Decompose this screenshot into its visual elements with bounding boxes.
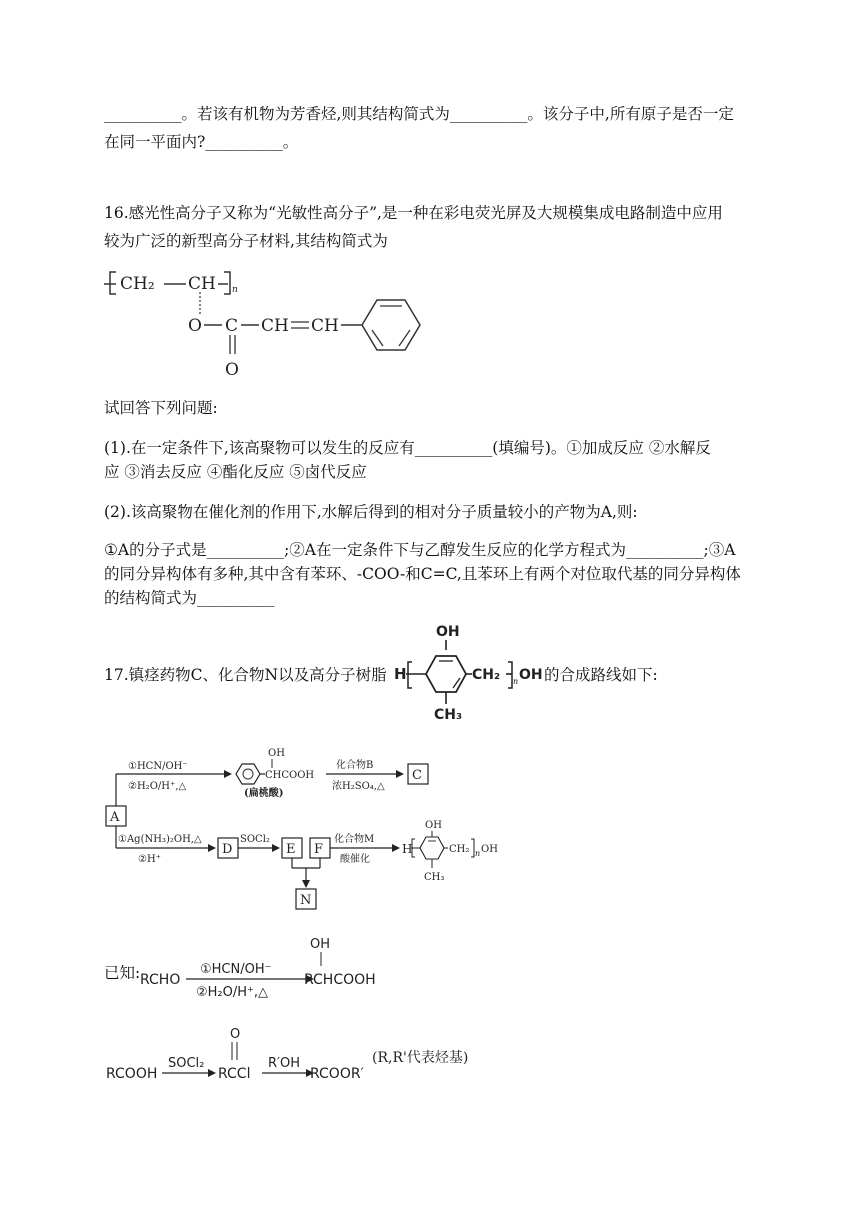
route-socl2: SOCl₂ — [240, 834, 270, 845]
q17-stem-pre: 17.镇痉药物C、化合物N以及高分子树脂 — [104, 666, 387, 684]
known1-product: RCHCOOH — [304, 972, 376, 988]
q16-ch: CH — [188, 274, 216, 294]
q16-polymer-structure — [100, 258, 430, 383]
resin-ch3: CH₃ — [434, 707, 463, 723]
route-mandelic-oh: OH — [268, 748, 285, 759]
q16-ch-a: CH — [261, 316, 289, 336]
known2-cond-2: R′OH — [268, 1056, 300, 1071]
q16-ch-b: CH — [311, 316, 339, 336]
q17-synthesis-route — [104, 744, 524, 916]
q16-part2: (2).该高聚物在催化剂的作用下,水解后得到的相对分子质量较小的产物为A,则: — [104, 503, 638, 521]
route-box-e: E — [286, 842, 296, 857]
mandelic-benzene-icon — [236, 764, 260, 784]
route-product-ch3: CH₃ — [424, 872, 445, 883]
route-product-h: H — [402, 842, 413, 856]
route-acid-catalyst: 酸催化 — [340, 854, 370, 865]
q17-stem-post: 的合成路线如下: — [544, 666, 658, 684]
resin-n: n — [513, 677, 519, 686]
route-mandelic-label: (扁桃酸) — [244, 788, 284, 799]
route-box-n: N — [300, 893, 312, 908]
known-reaction-2 — [104, 1024, 474, 1086]
q16-prompt: 试回答下列问题: — [104, 399, 218, 417]
q16-c: C — [225, 316, 239, 336]
q16-stem-line-1: 16.感光性高分子又称为“光敏性高分子”,是一种在彩电荧光屏及大规模集成电路制造中应用 — [104, 204, 723, 222]
known1-cond-1: ①HCN/OH⁻ — [200, 962, 272, 977]
resin-oh-end: OH — [519, 667, 543, 683]
benzene-ring-icon — [362, 300, 420, 350]
q16-stem-line-2: 较为广泛的新型高分子材料,其结构简式为 — [104, 232, 388, 250]
route-compound-m: 化合物M — [334, 834, 375, 845]
q16-carbonyl-o: O — [225, 360, 239, 380]
q16-o: O — [188, 316, 202, 336]
route-box-d: D — [222, 842, 233, 857]
known2-product: RCOOR′ — [310, 1066, 364, 1082]
q17-resin-structure — [392, 616, 544, 724]
known2-reactant: RCOOH — [106, 1066, 158, 1082]
route-compound-b: 化合物B — [336, 760, 374, 771]
known2-note: (R,R'代表烃基) — [372, 1050, 469, 1066]
route-step-top-1: ①HCN/OH⁻ — [128, 761, 188, 772]
q16-subscript-n: n — [232, 285, 238, 295]
q16-part3-line-3: 的结构简式为__________ — [104, 589, 275, 607]
resin-ch2: CH₂ — [472, 667, 501, 683]
q16-ch2: CH₂ — [120, 274, 155, 294]
q16-part3-line-1: ①A的分子式是__________;②A在一定条件下与乙醇发生反应的化学方程式为__________;③A — [104, 541, 736, 559]
route-box-c: C — [412, 768, 422, 783]
route-product-ch2: CH₂ — [449, 844, 470, 855]
route-product-n: n — [475, 849, 481, 858]
route-step-top-2: ②H₂O/H⁺,△ — [128, 781, 187, 792]
known1-oh: OH — [310, 937, 331, 952]
route-step-bot-1: ①Ag(NH₃)₂OH,△ — [118, 834, 202, 845]
known-label: 已知: — [104, 964, 141, 982]
route-step-bot-2: ②H⁺ — [138, 854, 161, 865]
known2-cond-1: SOCl₂ — [168, 1056, 205, 1071]
route-product-oh: OH — [425, 820, 442, 831]
known2-carbonyl-o: O — [230, 1027, 241, 1042]
route-product-oh-end: OH — [481, 844, 498, 855]
route-mandelic-chcooh: CHCOOH — [265, 770, 315, 781]
continuation-line-2: 在同一平面内?__________。 — [104, 133, 299, 151]
resin-h: H — [394, 665, 407, 683]
known1-reactant: RCHO — [140, 972, 181, 988]
route-h2so4: 浓H₂SO₄,△ — [332, 781, 385, 792]
resin-oh-top: OH — [436, 624, 460, 640]
q16-part3-line-2: 的同分异构体有多种,其中含有苯环、-COO-和C=C,且苯环上有两个对位取代基的同分异构体 — [104, 565, 741, 583]
known2-intermediate: RCCl — [218, 1066, 251, 1082]
q16-part1-line-1: (1).在一定条件下,该高聚物可以发生的反应有__________(填编号)。①加成反应 ②水解反 — [104, 439, 711, 457]
route-box-f: F — [314, 842, 324, 857]
q16-part1-line-2: 应 ③消去反应 ④酯化反应 ⑤卤代反应 — [104, 463, 367, 481]
known-reaction-1 — [138, 934, 398, 1004]
continuation-line-1: __________。若该有机物为芳香烃,则其结构简式为__________。该分子中,所有原子是否一定 — [104, 105, 734, 123]
known1-cond-2: ②H₂O/H⁺,△ — [196, 985, 269, 1000]
route-box-a: A — [110, 810, 120, 825]
